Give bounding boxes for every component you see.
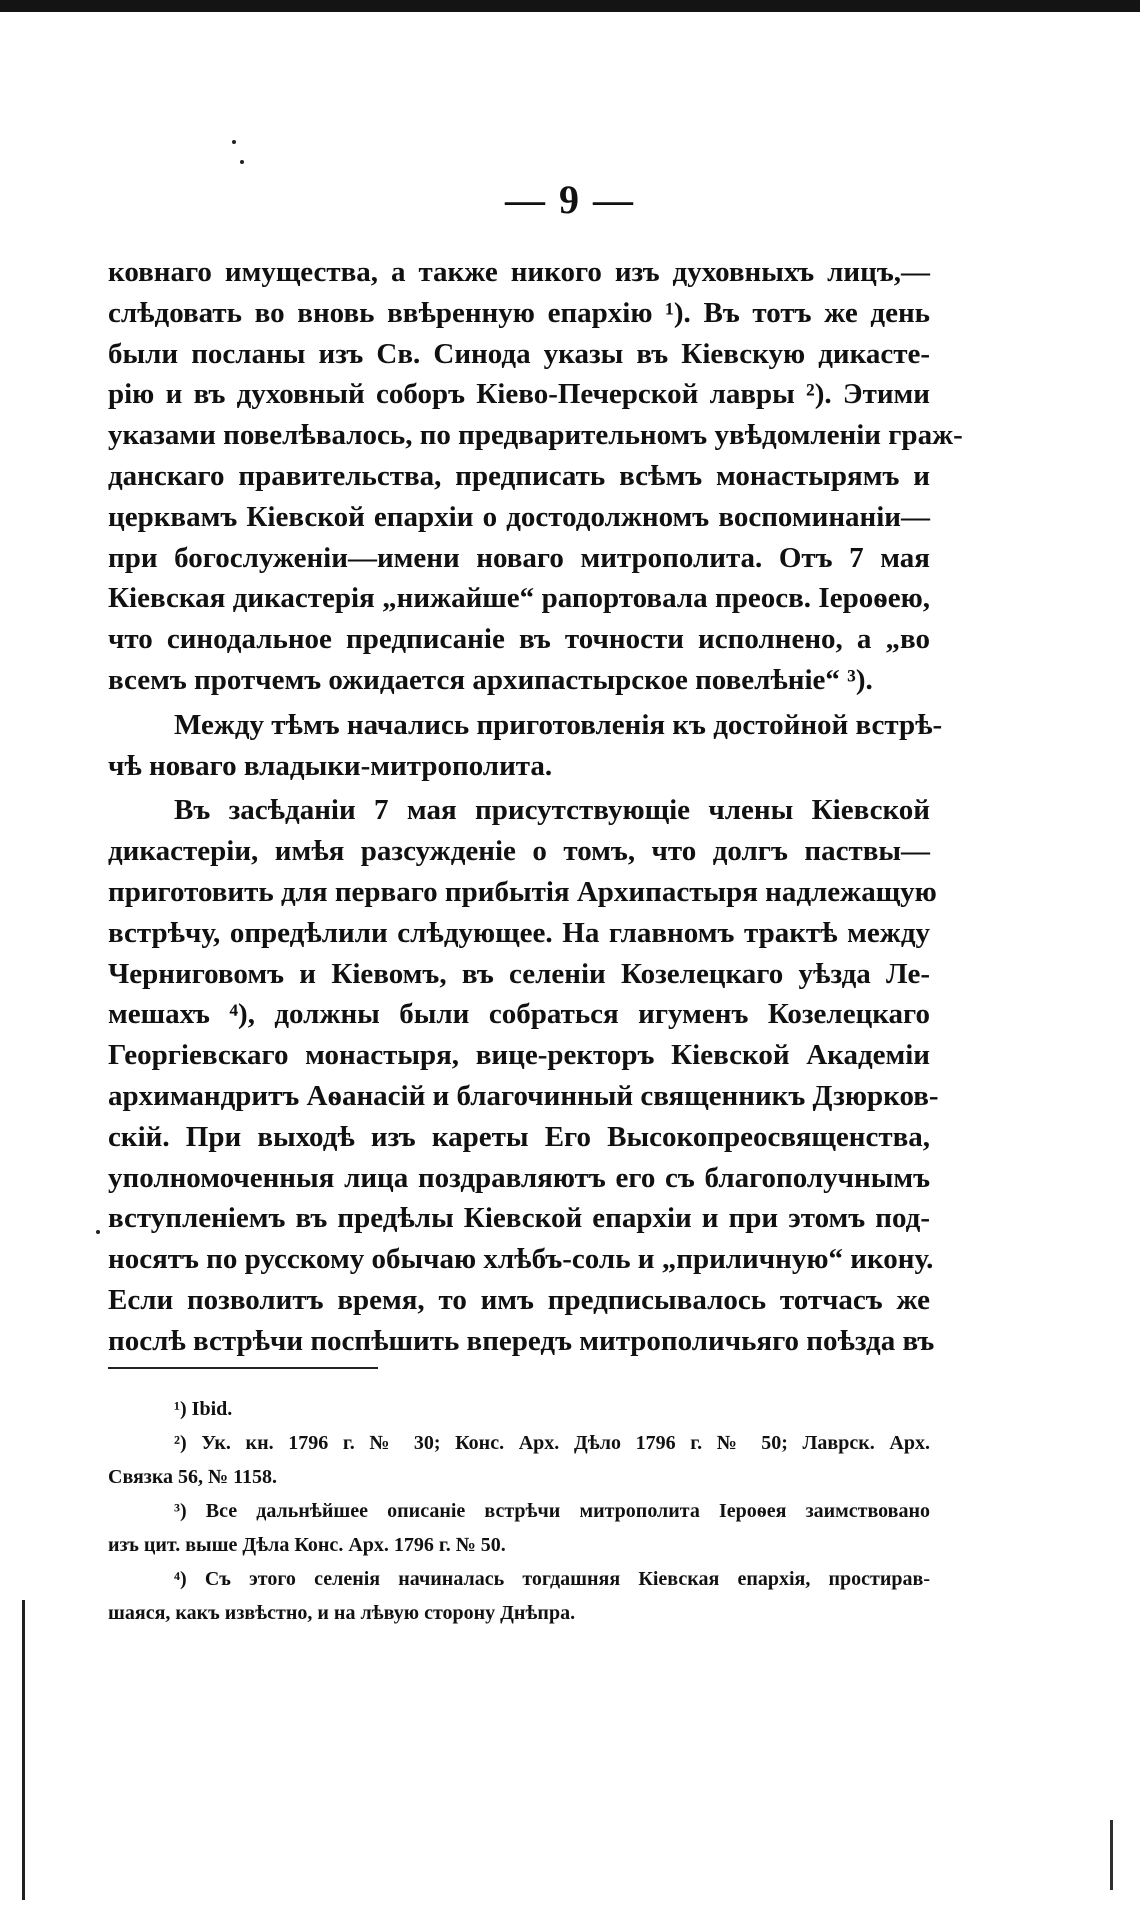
text-line: что синодальное предписаніе въ точности исполнено, а „во (108, 623, 930, 656)
footnote-3 (108, 1494, 930, 1562)
footnote-2 (108, 1426, 930, 1494)
page-number: — 9 — (505, 177, 635, 222)
footnote-line: ³) Все дальнѣйшее описаніе встрѣчи митрополита Іероѳея заимствовано (174, 1500, 930, 1522)
body-text (108, 252, 963, 1362)
text-line: архимандритъ Аѳанасій и благочинный священникъ Дзюрков- (108, 1079, 939, 1112)
scan-speck (240, 160, 244, 164)
text-line: Если позволитъ время, то имъ предписывалось тотчасъ же (108, 1283, 930, 1316)
footnote-line: ⁴) Съ этого селенія начиналась тогдашняя Кіевская епархія, простирав- (174, 1568, 930, 1590)
footnote-line: изъ цит. выше Дѣла Конс. Арх. 1796 г. № 50. (108, 1534, 506, 1556)
text-line: были посланы изъ Св. Синода указы въ Кіевскую дикасте- (108, 337, 930, 370)
text-line: скій. При выходѣ изъ кареты Его Высокопреосвященства, (108, 1120, 930, 1153)
footnote-line: шаяся, какъ извѣстно, и на лѣвую сторону Днѣпра. (108, 1602, 576, 1624)
paragraph-3 (108, 790, 939, 1361)
text-line: мешахъ ⁴), должны были собраться игуменъ Козелецкаго (108, 998, 930, 1031)
scan-speck (96, 1230, 100, 1234)
scan-right-edge (1110, 1820, 1113, 1890)
text-line: чѣ новаго владыки-митрополита. (108, 749, 553, 782)
text-line: Между тѣмъ начались приготовленія къ достойной встрѣ- (174, 708, 943, 741)
text-line: уполномоченныя лица поздравляютъ его съ благополучнымъ (108, 1161, 930, 1194)
text-line: ковнаго имущества, а также никого изъ духовныхъ лицъ,— (108, 256, 930, 288)
text-line: приготовить для перваго прибытія Архипастыря надлежащую (108, 875, 937, 908)
text-line: при богослуженіи—имени новаго митрополита. Отъ 7 мая (108, 541, 930, 574)
text-line: данскаго правительства, предписать всѣмъ монастырямъ и (108, 459, 930, 492)
text-line: Въ засѣданіи 7 мая присутствующіе члены Кіевской (174, 794, 930, 827)
scan-left-edge (22, 1600, 25, 1900)
text-line: слѣдовать во вновь ввѣренную епархію ¹). Въ тотъ же день (108, 296, 930, 329)
text-line: указами повелѣвалось, по предварительномъ увѣдомленіи граж- (108, 419, 963, 452)
paragraph-2 (108, 705, 943, 787)
text-line: встрѣчу, опредѣлили слѣдующее. На главномъ трактѣ между (108, 916, 930, 949)
text-line: Черниговомъ и Кіевомъ, въ селеніи Козелецкаго уѣзда Ле- (108, 957, 930, 990)
text-line: носятъ по русскому обычаю хлѣбъ-соль и „приличную“ икону. (108, 1243, 934, 1276)
footnote-1 (108, 1392, 930, 1426)
scan-top-edge (0, 0, 1140, 12)
text-line: Георгіевскаго монастыря, вице-ректоръ Кіевской Академіи (108, 1039, 930, 1072)
text-line: послѣ встрѣчи поспѣшить впередъ митрополичьяго поѣзда въ (108, 1324, 935, 1357)
text-line: всемъ протчемъ ожидается архипастырское повелѣніе“ ³). (108, 663, 873, 696)
footnote-rule (108, 1367, 378, 1369)
footnote-line: Связка 56, № 1158. (108, 1466, 278, 1488)
footnote-4 (108, 1562, 930, 1630)
text-line: вступленіемъ въ предѣлы Кіевской епархіи и при этомъ под- (108, 1202, 930, 1235)
paragraph-1 (108, 252, 963, 701)
text-line: Кіевская дикастерія „нижайше“ рапортовала преосв. Іероѳею, (108, 582, 930, 615)
text-line: дикастеріи, имѣя разсужденіе о томъ, что долгъ паствы— (108, 835, 930, 868)
text-line: церквамъ Кіевской епархіи о достодолжномъ воспоминаніи— (108, 500, 930, 533)
footnotes (108, 1392, 930, 1630)
text-line: рію и въ духовный соборъ Кіево-Печерской лавры ²). Этими (108, 378, 930, 411)
footnote-line: ²) Ук. кн. 1796 г. № 30; Конс. Арх. Дѣло 1796 г. № 50; Лаврск. Арх. (174, 1432, 930, 1454)
scan-speck (232, 140, 236, 144)
footnote-line: ¹) Ibid. (174, 1398, 233, 1420)
